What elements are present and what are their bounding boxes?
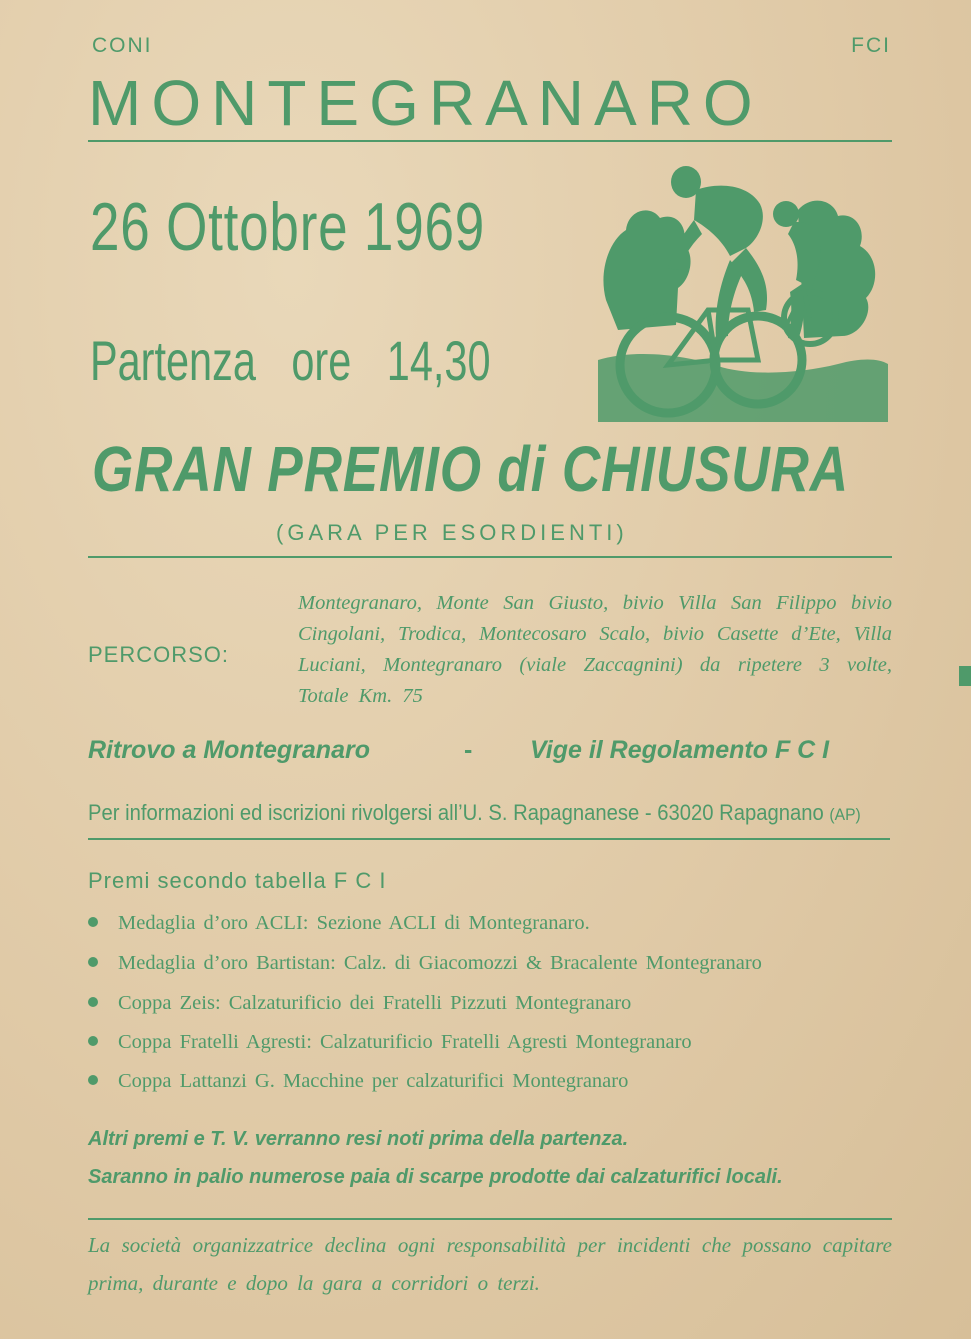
cyclists-illustration [598,160,888,422]
race-title: GRAN PREMIO di CHIUSURA [92,433,849,505]
bullet-icon [88,1075,98,1085]
prize-item: Coppa Lattanzi G. Macchine per calzaturifici Montegranaro [88,1070,628,1093]
prize-item: Medaglia d’oro ACLI: Sezione ACLI di Montegranaro. [88,912,590,935]
header-divider [88,140,892,142]
start-label: Partenza [90,329,256,392]
info-divider [88,838,890,840]
prizes-heading: Premi secondo tabella F C I [88,868,387,893]
prize-item: Coppa Fratelli Agresti: Calzaturificio Fratelli Agresti Montegranaro [88,1031,692,1054]
prize-item: Coppa Zeis: Calzaturificio dei Fratelli Pizzuti Montegranaro [88,992,631,1015]
info-text: Per informazioni ed iscrizioni rivolgersi all’U. S. Rapagnanese - 63020 Rapagnano [88,800,824,825]
footer-divider [88,1218,892,1220]
rules-note: Vige il Regolamento F C I [530,736,830,764]
info-line [88,800,861,826]
meeting-separator: - [464,736,473,764]
course-label: PERCORSO: [88,642,230,667]
bullet-icon [88,917,98,927]
town-title: MONTEGRANARO [88,67,763,139]
bullet-icon [88,957,98,967]
bullet-icon [88,997,98,1007]
prize-item: Medaglia d’oro Bartistan: Calz. di Giacomozzi & Bracalente Montegranaro [88,952,762,975]
shoes-note: Saranno in palio numerose paia di scarpe prodotte dai calzaturifici locali. [88,1166,783,1188]
other-prizes-note: Altri premi e T. V. verranno resi noti prima della partenza. [88,1128,629,1150]
start-ore: ore [291,329,352,392]
edge-mark [959,666,971,686]
start-time: 14,30 [386,329,491,392]
course-route: Montegranaro, Monte San Giusto, bivio Villa San Filippo bivio Cingolani, Trodica, Montecosaro Scalo, bivio Casette d’Ete, Villa Luciani, Montegranaro (viale Zaccagnini) da ripetere 3 volte, Totale Km. 75 [298,592,892,707]
event-date: 26 Ottobre 1969 [90,189,486,265]
race-subtitle: (GARA PER ESORDIENTI) [276,520,628,545]
meeting-point: Ritrovo a Montegranaro [88,736,370,764]
disclaimer: La società organizzatrice declina ogni responsabilità per incidenti che possano capitare prima, durante e dopo la gara a corridori o terzi. [88,1233,892,1295]
title-divider [88,556,892,558]
bullet-icon [88,1036,98,1046]
coni-label: CONI [92,34,153,57]
info-province: (AP) [829,805,861,824]
start-time-line [90,328,491,393]
fci-label: FCI [851,34,891,57]
